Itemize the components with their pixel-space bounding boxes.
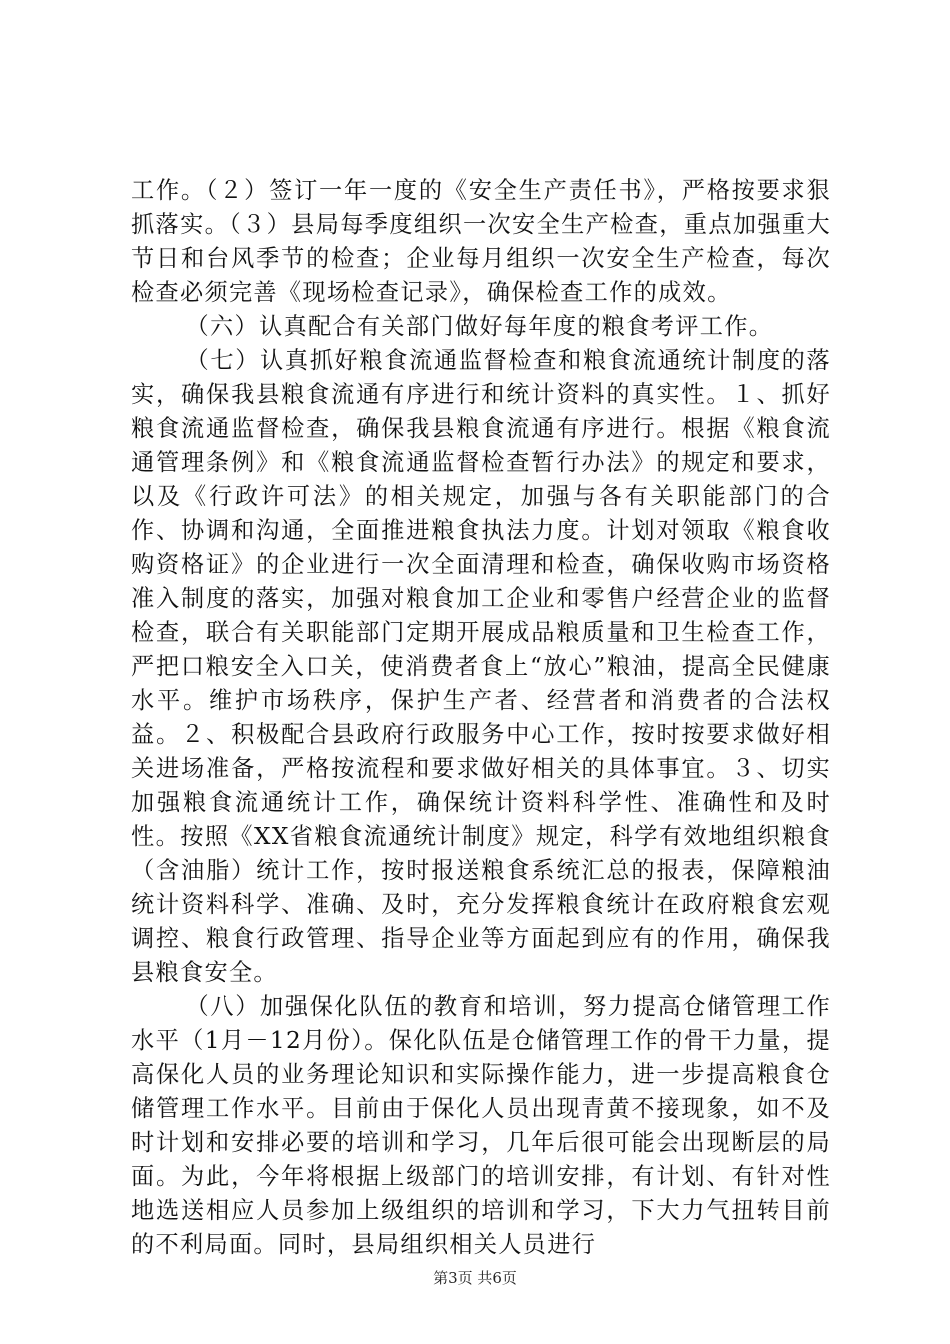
paragraph-section-8: （八）加强保化队伍的教育和培训，努力提高仓储管理工作水平（1月－12月份）。保化队伍是仓储管理工作的骨干力量，提高保化人员的业务理论知识和实际操作能力，进一步提高粮食仓储管理工作水平。目前由于保化人员出现青黄不接现象，如不及时计划和安排必要的培训和学习，几年后很可能会出现断层的局面。为此，今年将根据上级部门的培训安排，有计划、有针对性地选送相应人员参加上级组织的培训和学习，下大力气扭转目前的不利局面。同时，县局组织相关人员进行 (131, 993, 831, 1258)
document-body (131, 174, 831, 1262)
page-number-footer: 第3页 共6页 (433, 1269, 517, 1287)
paragraph-continuation: 工作。（２）签订一年一度的《安全生产责任书》，严格按要求狠抓落实。（３）县局每季度组织一次安全生产检查，重点加强重大节日和台风季节的检查；企业每月组织一次安全生产检查，每次检查必须完善《现场检查记录》，确保检查工作的成效。 (131, 177, 831, 306)
paragraph-section-7: （七）认真抓好粮食流通监督检查和粮食流通统计制度的落实，确保我县粮食流通有序进行和统计资料的真实性。１、抓好粮食流通监督检查，确保我县粮食流通有序进行。根据《粮食流通管理条例》和《粮食流通监督检查暂行办法》的规定和要求，以及《行政许可法》的相关规定，加强与各有关职能部门的合作、协调和沟通，全面推进粮食执法力度。计划对领取《粮食收购资格证》的企业进行一次全面清理和检查，确保收购市场资格准入制度的落实，加强对粮食加工企业和零售户经营企业的监督检查，联合有关职能部门定期开展成品粮质量和卫生检查工作，严把口粮安全入口关，使消费者食上“放心”粮油，提高全民健康水平。维护市场秩序，保护生产者、经营者和消费者的合法权益。２、积极配合县政府行政服务中心工作，按时按要求做好相关进场准备，严格按流程和要求做好相关的具体事宜。３、切实加强粮食流通统计工作，确保统计资料科学性、准确性和及时性。按照《XX省粮食流通统计制度》规定，科学有效地组织粮食（含油脂）统计工作，按时报送粮食系统汇总的报表，保障粮油统计资料科学、准确、及时，充分发挥粮食统计在政府粮食宏观调控、粮食行政管理、指导企业等方面起到应有的作用，确保我县粮食安全。 (131, 347, 831, 986)
paragraph-section-6: （六）认真配合有关部门做好每年度的粮食考评工作。 (185, 313, 774, 340)
